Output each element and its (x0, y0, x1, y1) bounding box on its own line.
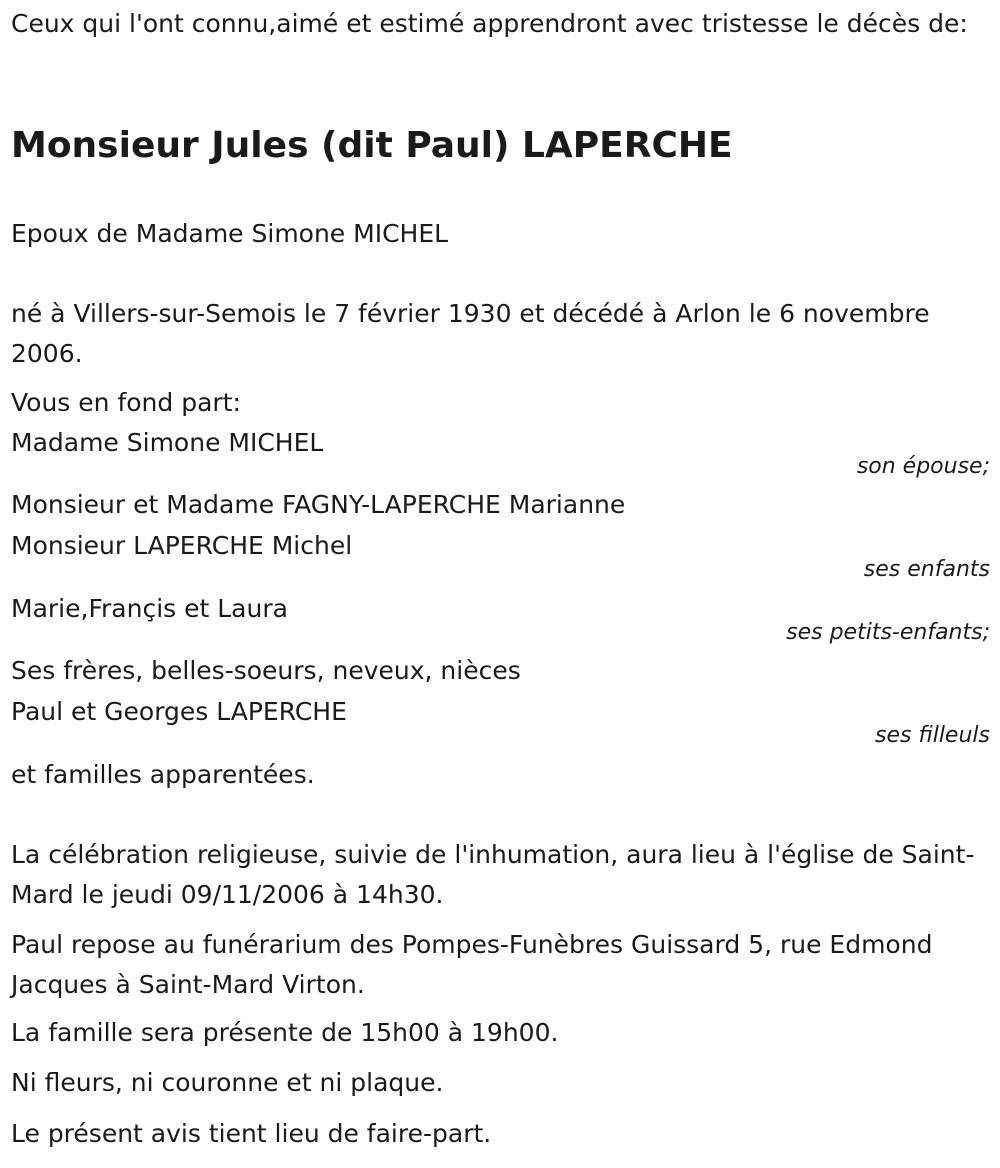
grandchildren: Marie,Françis et Laura (11, 594, 288, 623)
spouse-role: son épouse; (856, 454, 990, 479)
godchildren: Paul et Georges LAPERCHE (11, 697, 347, 726)
funeral-home-text: Paul repose au funérarium des Pompes-Funèbres Guissard 5, rue Edmond Jacques à Saint-Mard Virton. (11, 930, 933, 999)
birth-death-text: né à Villers-sur-Semois le 7 février 1930 et décédé à Arlon le 6 novembre 2006. (11, 299, 930, 368)
deceased-name: Monsieur Jules (dit Paul) LAPERCHE (11, 125, 733, 166)
grandchildren-role: ses petits-enfants; (786, 620, 990, 645)
spouse-name: Madame Simone MICHEL (11, 428, 324, 457)
intro-text: Ceux qui l'ont connu,aimé et estimé apprendront avec tristesse le décès de: (11, 9, 968, 38)
announcers-intro: Vous en fond part: (11, 388, 241, 417)
visiting-hours: La famille sera présente de 15h00 à 19h00. (11, 1018, 559, 1047)
relatives: et familles apparentées. (11, 760, 315, 789)
child-1: Monsieur et Madame FAGNY-LAPERCHE Marianne (11, 490, 626, 519)
flowers-text: Ni fleurs, ni couronne et ni plaque. (11, 1068, 444, 1097)
closing-text: Le présent avis tient lieu de faire-part. (11, 1119, 492, 1148)
ceremony-text: La célébration religieuse, suivie de l'inhumation, aura lieu à l'église de Saint-Mard le jeudi 09/11/2006 à 14h30. (11, 840, 975, 909)
godchildren-role: ses filleuls (875, 723, 990, 748)
child-2: Monsieur LAPERCHE Michel (11, 531, 353, 560)
siblings: Ses frères, belles-soeurs, neveux, nièces (11, 656, 521, 685)
spouse-line: Epoux de Madame Simone MICHEL (11, 219, 449, 248)
children-role: ses enfants (863, 557, 990, 582)
